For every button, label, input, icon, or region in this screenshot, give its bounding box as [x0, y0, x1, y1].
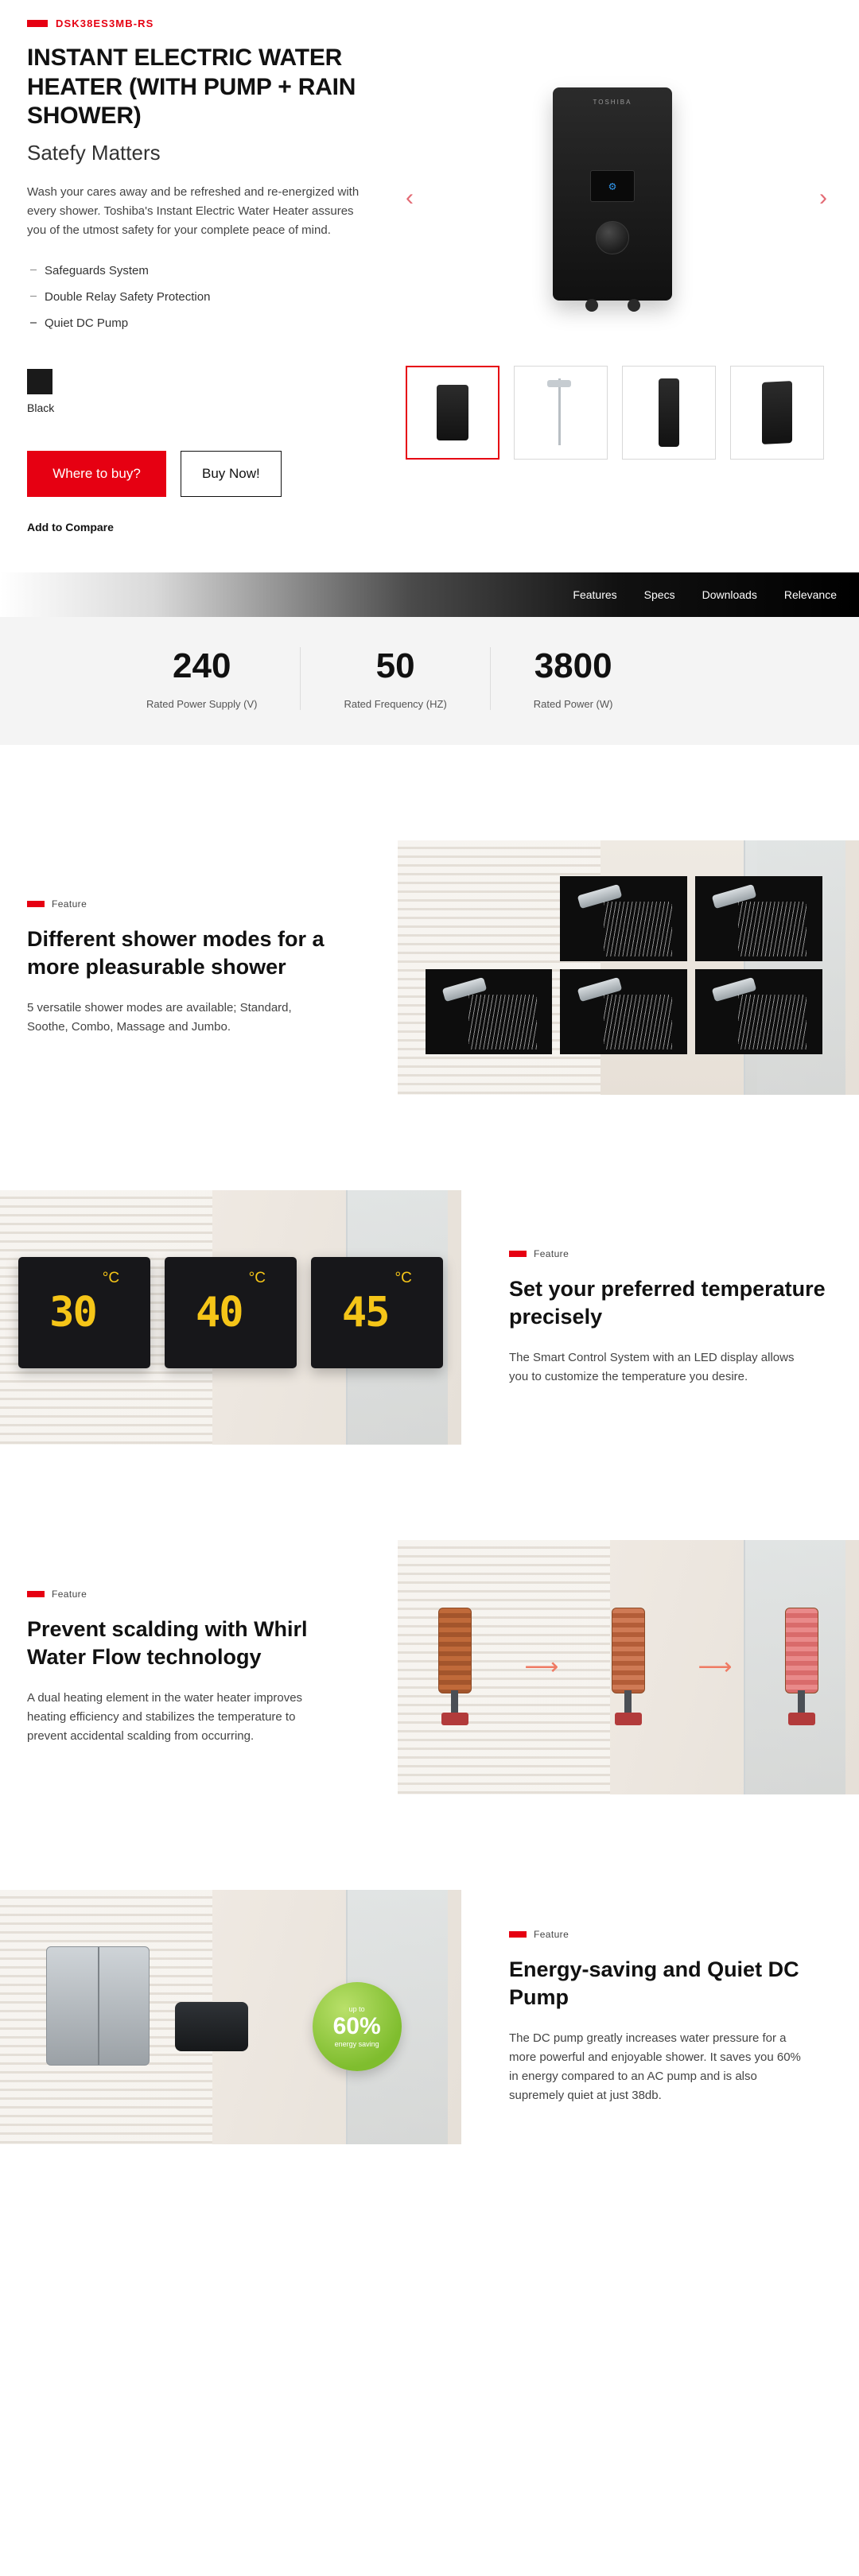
temperature-display: [18, 1257, 150, 1369]
arrow-right-icon: ⟶: [524, 1654, 559, 1681]
feature-heading: Prevent scalding with Whirl Water Flow technology: [27, 1617, 308, 1670]
mode-tile: [695, 876, 822, 961]
badge-top-label: up to: [348, 2004, 365, 2013]
feature-tag: [509, 1248, 832, 1259]
thumbnail-2[interactable]: [514, 366, 608, 460]
thumbnail-strip: [390, 366, 835, 460]
feature-heading: Different shower modes for a more pleasurable shower: [27, 927, 325, 980]
feature-tag: [27, 898, 371, 910]
red-bar-icon: [27, 1591, 45, 1597]
product-sku: DSK38ES3MB-RS: [56, 17, 154, 29]
heating-element-cold: [426, 1608, 484, 1727]
feature-image-temperature: [0, 1190, 461, 1445]
feature-heading: Set your preferred temperature precisely: [509, 1277, 826, 1329]
badge-value: 60%: [332, 2012, 381, 2039]
where-to-buy-button[interactable]: Where to buy?: [27, 451, 166, 497]
tab-features[interactable]: Features: [573, 588, 617, 601]
brand-mark: TOSHIBA: [593, 99, 632, 106]
product-gallery: [390, 27, 835, 460]
control-knob: [596, 221, 629, 254]
feature-tag-label: Feature: [52, 1589, 87, 1600]
mode-tile: [426, 969, 553, 1054]
list-item: Safeguards System: [27, 262, 361, 280]
spec-value: 240: [173, 646, 231, 685]
list-item: Double Relay Safety Protection: [27, 288, 361, 306]
chevron-left-icon[interactable]: ‹: [406, 184, 414, 211]
red-bar-icon: [27, 901, 45, 907]
feature-body: The DC pump greatly increases water pressure for a more powerful and enjoyable shower. It saves you 60% in energy compared to an AC pump and is also supremely quiet at just 38db.: [509, 2031, 801, 2103]
spec-value: 3800: [534, 646, 612, 685]
spec-item: [301, 647, 490, 710]
chevron-right-icon[interactable]: ›: [819, 184, 827, 211]
feature-block-shower-modes: [0, 840, 859, 1095]
pump-housing: [46, 1946, 150, 2066]
list-item: Quiet DC Pump: [27, 314, 361, 332]
red-bar-icon: [509, 1931, 527, 1938]
temperature-unit: °C: [248, 1269, 266, 1286]
temperature-value: 40: [196, 1288, 243, 1336]
heating-element-hot: [772, 1608, 831, 1727]
temperature-display-row: [18, 1257, 443, 1369]
pipe-fittings: [553, 299, 672, 312]
mode-tile: [560, 876, 687, 961]
temperature-unit: °C: [102, 1269, 120, 1286]
spec-value: 50: [375, 646, 415, 685]
spec-label: Rated Power Supply (V): [146, 698, 258, 711]
spec-item: [491, 647, 656, 710]
buy-now-button[interactable]: Buy Now!: [181, 451, 282, 497]
feature-block-temperature: [0, 1190, 859, 1445]
feature-image-dc-pump: [0, 1890, 461, 2144]
feature-heading: Energy-saving and Quiet DC Pump: [509, 1957, 799, 2010]
color-swatch-black[interactable]: [27, 369, 52, 394]
feature-block-dc-pump: [0, 1890, 859, 2144]
section-subnav: [0, 572, 859, 617]
highlight-list: [27, 262, 361, 333]
feature-tag: [509, 1929, 832, 1940]
spec-item: [103, 647, 301, 710]
feature-body: The Smart Control System with an LED display allows you to customize the temperature you desire.: [509, 1351, 795, 1384]
feature-tag-label: Feature: [534, 1929, 569, 1941]
feature-image-whirl-flow: [398, 1540, 859, 1794]
display-screen: ⚙: [590, 170, 635, 202]
feature-text: [461, 1929, 859, 2105]
dc-pump-motor: [175, 2002, 248, 2051]
spec-label: Rated Power (W): [533, 698, 613, 711]
page-title: INSTANT ELECTRIC WATER HEATER (WITH PUMP + RAIN SHOWER): [27, 45, 356, 130]
tab-downloads[interactable]: Downloads: [702, 588, 757, 601]
feature-body: 5 versatile shower modes are available; Standard, Soothe, Combo, Massage and Jumbo.: [27, 1001, 292, 1034]
temperature-display: [165, 1257, 297, 1369]
feature-tag-label: Feature: [52, 898, 87, 910]
shower-mode-grid: [426, 876, 822, 1054]
whirl-flow-diagram: [426, 1571, 831, 1764]
pump-scene: [0, 1890, 461, 2144]
specs-strip: [0, 617, 859, 745]
color-label: Black: [27, 402, 55, 415]
heating-element-warm: [599, 1608, 658, 1727]
temperature-value: 30: [49, 1288, 96, 1336]
feature-tag: [27, 1589, 371, 1600]
tab-specs[interactable]: Specs: [643, 588, 675, 601]
red-bar-icon: [27, 20, 48, 27]
temperature-unit: °C: [395, 1269, 412, 1286]
gallery-stage: [390, 27, 835, 361]
feature-text: [0, 1589, 398, 1746]
add-to-compare-link[interactable]: Add to Compare: [27, 521, 114, 534]
feature-body: A dual heating element in the water heater improves heating efficiency and stabilizes the temperature to prevent accidental scalding from occurring.: [27, 1691, 303, 1744]
spec-label: Rated Frequency (HZ): [344, 698, 447, 711]
hero-section: [0, 0, 859, 572]
thumbnail-3[interactable]: [622, 366, 716, 460]
badge-bottom-label: energy saving: [334, 2039, 379, 2048]
feature-image-shower-modes: [398, 840, 859, 1095]
thumbnail-4[interactable]: [730, 366, 824, 460]
product-subtitle: Satefy Matters: [27, 140, 161, 165]
energy-saving-badge: [313, 1982, 402, 2071]
feature-text: [461, 1248, 859, 1387]
temperature-value: 45: [341, 1288, 389, 1336]
temperature-display: [311, 1257, 443, 1369]
product-image-main: [553, 87, 672, 301]
thumbnail-1[interactable]: [406, 366, 499, 460]
feature-block-whirl-flow: [0, 1540, 859, 1794]
red-bar-icon: [509, 1251, 527, 1257]
feature-tag-label: Feature: [534, 1248, 569, 1260]
mode-tile: [695, 969, 822, 1054]
tab-relevance[interactable]: Relevance: [783, 588, 837, 601]
product-description: Wash your cares away and be refreshed and re-energized with every shower. Toshiba's Instant Electric Water Heater assures you of the utmost safety for your complete peace of mind.: [27, 184, 360, 238]
feature-text: [0, 898, 398, 1037]
arrow-right-icon: ⟶: [698, 1654, 733, 1681]
mode-tile: [560, 969, 687, 1054]
